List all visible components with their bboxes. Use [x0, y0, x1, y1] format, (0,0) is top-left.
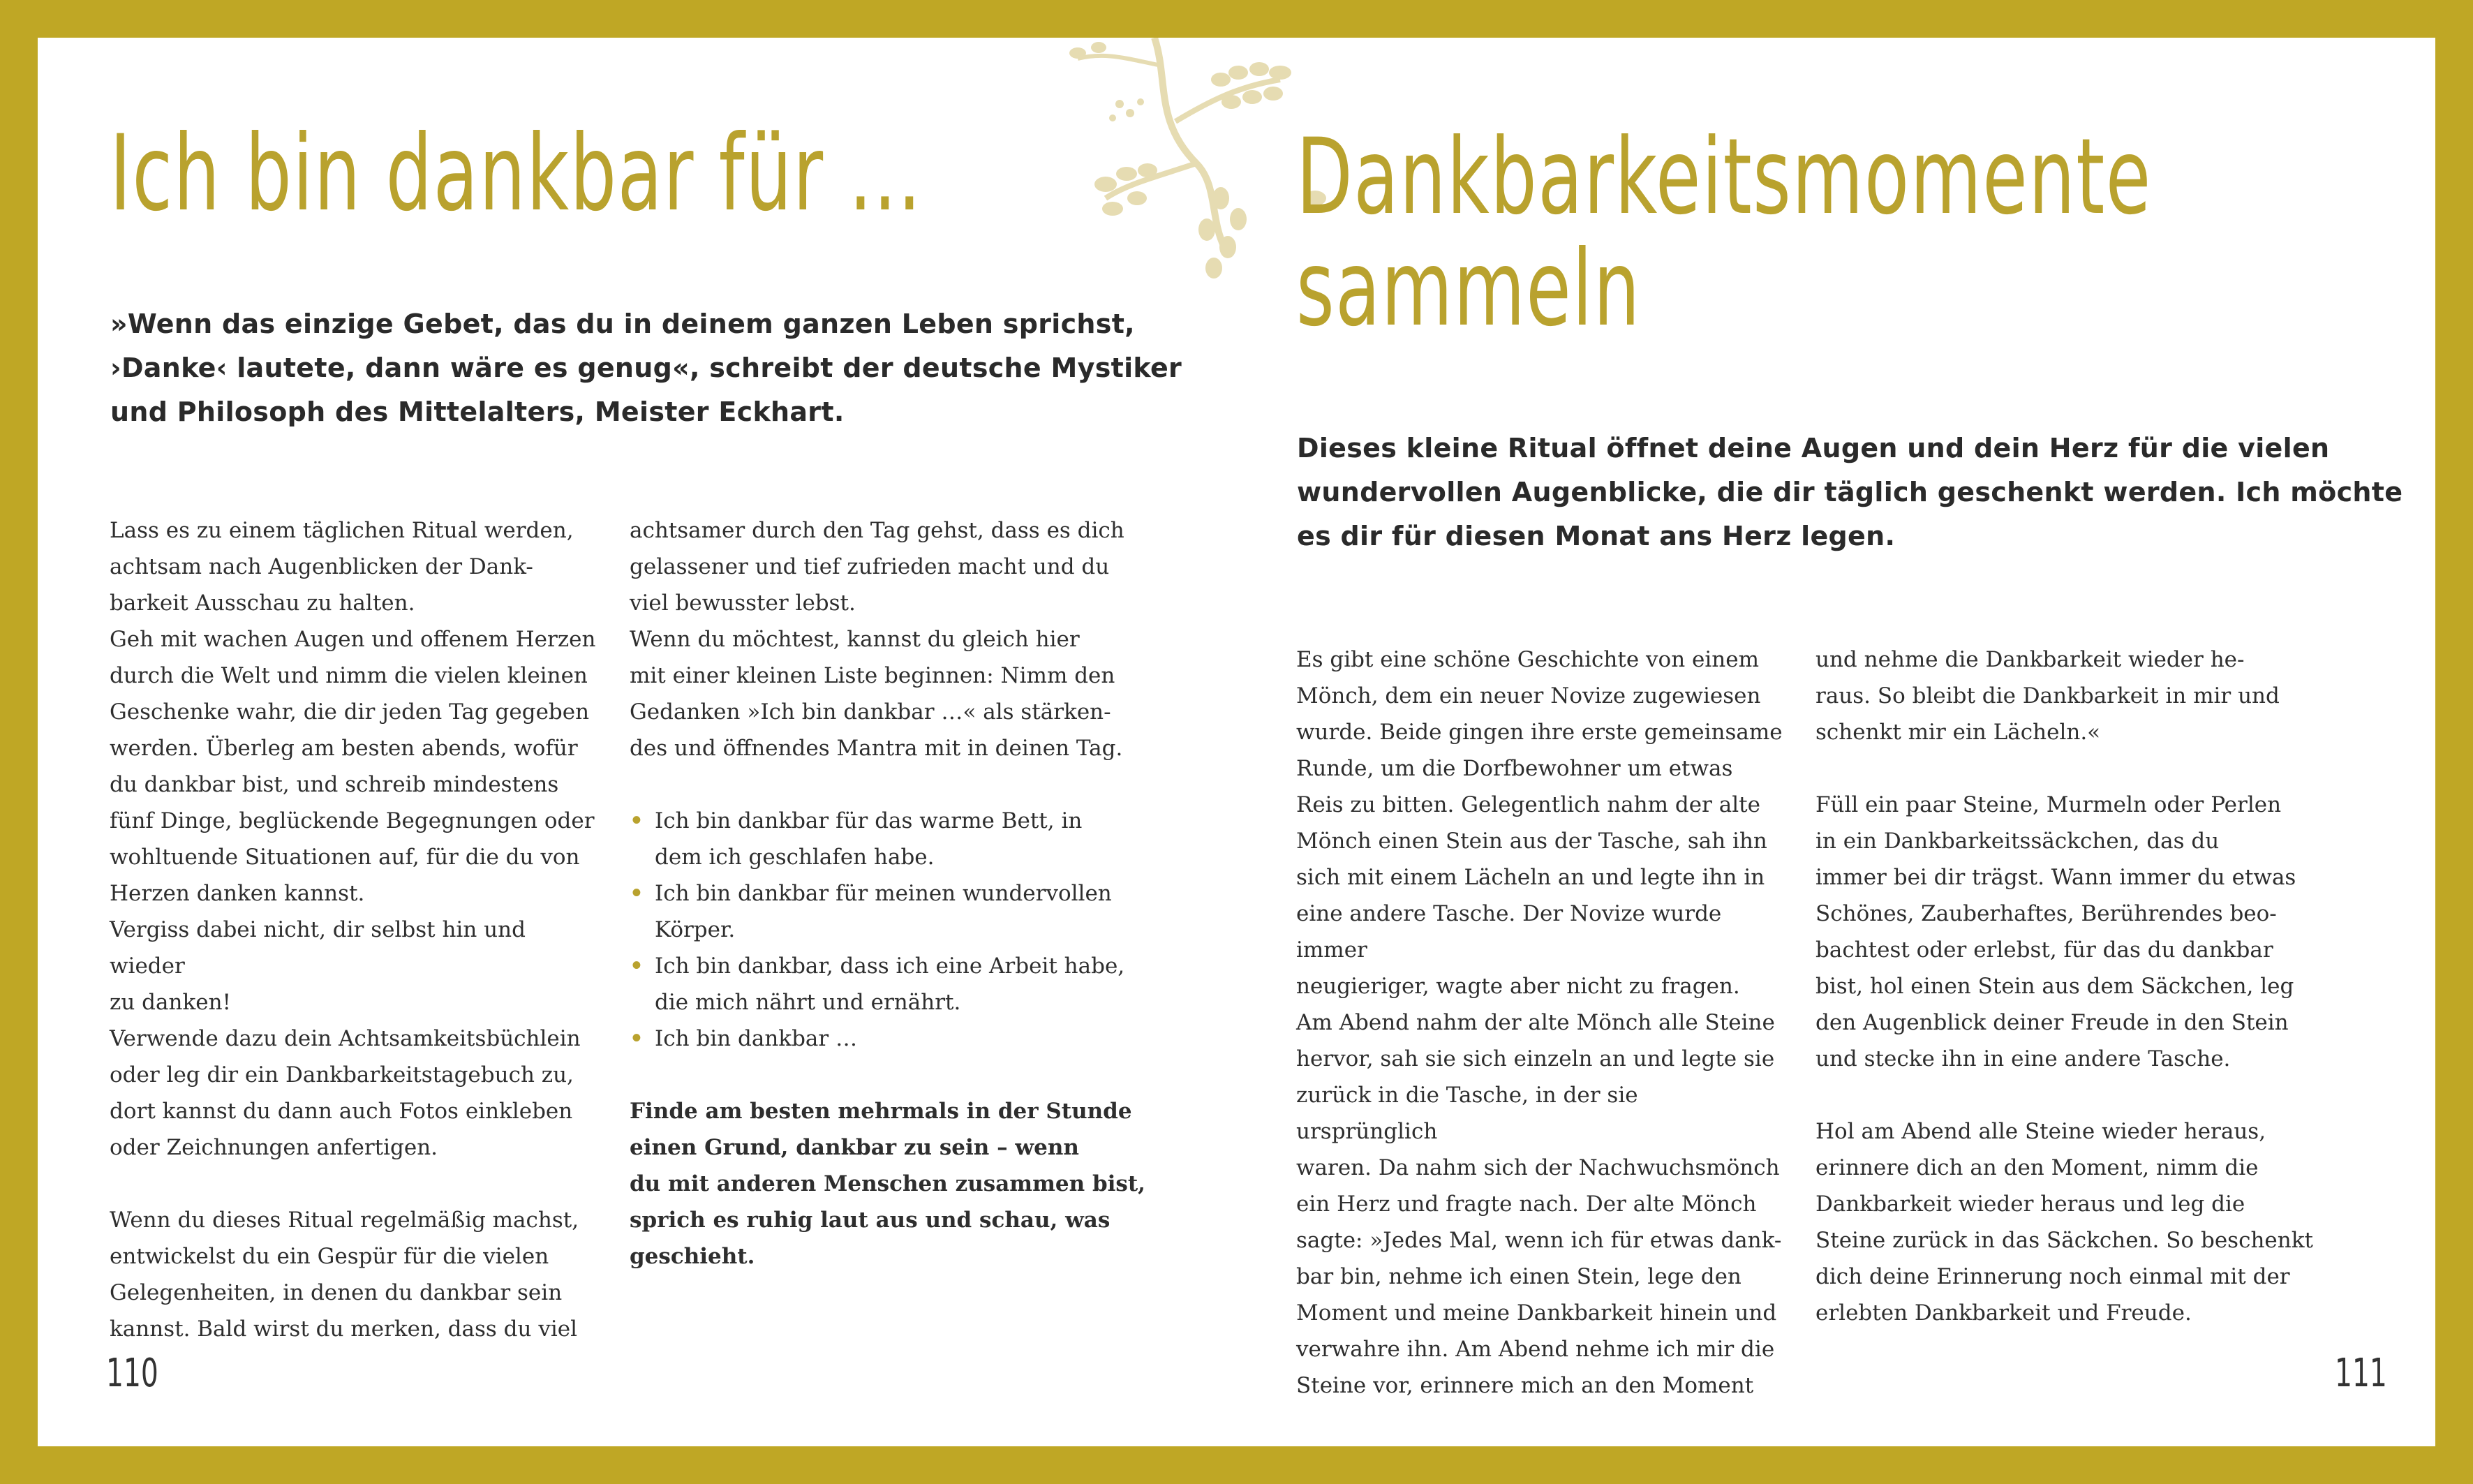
- title-line: sammeln: [1296, 228, 1641, 350]
- bullet-dot-icon: •: [630, 881, 644, 906]
- right-page: [1236, 38, 2435, 1446]
- text-line: sich mit einem Lächeln an und legte ihn in: [1296, 865, 1765, 890]
- page-title: Ich bin dankbar für …: [110, 113, 923, 235]
- text-line: zurück in die Tasche, in der sie ursprünglich: [1296, 1083, 1638, 1144]
- text-line: dich deine Erinnerung noch einmal mit der: [1815, 1264, 2290, 1289]
- text-line: oder Zeichnungen anfertigen.: [110, 1135, 438, 1160]
- list-item-line: Ich bin dankbar für das warme Bett, in: [655, 808, 1083, 833]
- text-line: Mönch einen Stein aus der Tasche, sah ihn: [1296, 829, 1767, 854]
- list-item-line: Ich bin dankbar, dass ich eine Arbeit habe,: [655, 954, 1125, 979]
- text-line: entwickelst du ein Gespür für die vielen: [110, 1244, 549, 1269]
- text-line: schenkt mir ein Lächeln.«: [1815, 720, 2101, 745]
- bullet-dot-icon: •: [630, 954, 644, 979]
- text-line: waren. Da nahm sich der Nachwuchsmönch: [1296, 1155, 1780, 1180]
- text-line: bachtest oder erlebst, für das du dankbar: [1815, 937, 2273, 963]
- text-line: fünf Dinge, beglückende Begegnungen oder: [110, 808, 595, 833]
- list-item: [630, 1021, 1174, 1057]
- text-line: achtsamer durch den Tag gehst, dass es dich: [630, 518, 1124, 543]
- text-column-2: [1815, 641, 2318, 1331]
- text-line: ein Herz und fragte nach. Der alte Mönch: [1296, 1192, 1757, 1217]
- text-line: zu danken!: [110, 990, 231, 1015]
- text-line: barkeit Ausschau zu halten.: [110, 591, 415, 616]
- text-line: eine andere Tasche. Der Novize wurde immer: [1296, 901, 1722, 963]
- text-line: Vergiss dabei nicht, dir selbst hin und wieder: [110, 917, 526, 979]
- text-line: kannst. Bald wirst du merken, dass du viel: [110, 1316, 578, 1342]
- text-line: Hol am Abend alle Steine wieder heraus,: [1815, 1119, 2266, 1144]
- text-line: mit einer kleinen Liste beginnen: Nimm den: [630, 663, 1115, 688]
- text-line: Runde, um die Dorfbewohner um etwas: [1296, 756, 1733, 781]
- text-line: wurde. Beide gingen ihre erste gemeinsame: [1296, 720, 1783, 745]
- text-line: du mit anderen Menschen zusammen bist,: [630, 1171, 1145, 1196]
- page-title: [1296, 117, 2152, 350]
- list-item: [630, 948, 1174, 1021]
- list-item-line: Körper.: [655, 917, 736, 942]
- gratitude-list: [630, 803, 1174, 1057]
- page-number: 110: [106, 1351, 158, 1396]
- text-line: Steine zurück in das Säckchen. So beschenkt: [1815, 1228, 2313, 1253]
- text-line: Schönes, Zauberhaftes, Berührendes beo-: [1815, 901, 2277, 926]
- text-line: bist, hol einen Stein aus dem Säckchen, leg: [1815, 974, 2294, 999]
- text-line: Wenn du möchtest, kannst du gleich hier: [630, 627, 1080, 652]
- left-page: [38, 38, 1236, 1446]
- bullet-dot-icon: •: [630, 808, 644, 833]
- lead-paragraph: Dieses kleine Ritual öffnet deine Augen und dein Herz für die vielen wundervollen Augenblicke, die dir täglich geschenkt werden. Ich möchte es dir für diesen Monat ans Herz legen.: [1297, 433, 2403, 551]
- text-line: Füll ein paar Steine, Murmeln oder Perlen: [1815, 792, 2282, 817]
- book-spread: [38, 38, 2435, 1446]
- text-line: des und öffnendes Mantra mit in deinen Tag.: [630, 736, 1123, 761]
- text-line: sprich es ruhig laut aus und schau, was: [630, 1208, 1111, 1233]
- text-line: Gelegenheiten, in denen du dankbar sein: [110, 1280, 563, 1305]
- text-line: Moment und meine Dankbarkeit hinein und: [1296, 1300, 1777, 1326]
- text-line: Verwende dazu dein Achtsamkeitsbüchlein: [110, 1026, 581, 1051]
- title-line: Dankbarkeitsmomente: [1296, 117, 2152, 238]
- lead-paragraph: »Wenn das einzige Gebet, das du in deinem ganzen Leben sprichst, ›Danke‹ lautete, dann wäre es genug«, schreibt der deutsche Mystiker und Philosoph des Mittelalters, Meister Eckhart.: [110, 309, 1182, 427]
- text-line: Finde am besten mehrmals in der Stunde: [630, 1099, 1132, 1124]
- text-line: dort kannst du dann auch Fotos einkleben: [110, 1099, 573, 1124]
- text-line: hervor, sah sie sich einzeln an und legte sie: [1296, 1046, 1775, 1071]
- text-line: Lass es zu einem täglichen Ritual werden,: [110, 518, 574, 543]
- text-line: Reis zu bitten. Gelegentlich nahm der alte: [1296, 792, 1760, 817]
- text-line: immer bei dir trägst. Wann immer du etwas: [1815, 865, 2296, 890]
- text-line: und nehme die Dankbarkeit wieder he-: [1815, 647, 2245, 672]
- text-line: bar bin, nehme ich einen Stein, lege den: [1296, 1264, 1742, 1289]
- list-item-line: dem ich geschlafen habe.: [655, 845, 935, 870]
- text-line: du dankbar bist, und schreib mindestens: [110, 772, 559, 797]
- text-line: Dankbarkeit wieder heraus und leg die: [1815, 1192, 2245, 1217]
- text-line: Am Abend nahm der alte Mönch alle Steine: [1296, 1010, 1775, 1035]
- list-item-line: Ich bin dankbar …: [655, 1026, 858, 1051]
- text-line: achtsam nach Augenblicken der Dank-: [110, 554, 533, 579]
- text-line: in ein Dankbarkeitssäckchen, das du: [1815, 829, 2220, 854]
- text-line: raus. So bleibt die Dankbarkeit in mir und: [1815, 683, 2280, 708]
- text-line: sagte: »Jedes Mal, wenn ich für etwas dank-: [1296, 1228, 1782, 1253]
- text-line: Geh mit wachen Augen und offenem Herzen: [110, 627, 596, 652]
- text-line: Es gibt eine schöne Geschichte von einem: [1296, 647, 1760, 672]
- text-line: Gedanken »Ich bin dankbar …« als stärken-: [630, 699, 1111, 725]
- list-item: [630, 875, 1174, 948]
- text-column-2: [630, 512, 1174, 1275]
- text-column-1: [1296, 641, 1785, 1404]
- text-line: und stecke ihn in eine andere Tasche.: [1815, 1046, 2231, 1071]
- text-line: werden. Überleg am besten abends, wofür: [110, 736, 578, 761]
- text-line: Geschenke wahr, die dir jeden Tag gegeben: [110, 699, 590, 725]
- text-line: einen Grund, dankbar zu sein – wenn: [630, 1135, 1079, 1160]
- text-line: den Augenblick deiner Freude in den Stein: [1815, 1010, 2289, 1035]
- list-item: [630, 803, 1174, 875]
- text-line: neugieriger, wagte aber nicht zu fragen.: [1296, 974, 1740, 999]
- text-line: durch die Welt und nimm die vielen kleinen: [110, 663, 588, 688]
- text-line: Wenn du dieses Ritual regelmäßig machst,: [110, 1208, 579, 1233]
- text-column-1: [110, 512, 598, 1347]
- text-line: erlebten Dankbarkeit und Freude.: [1815, 1300, 2192, 1326]
- text-line: erinnere dich an den Moment, nimm die: [1815, 1155, 2259, 1180]
- text-line: oder leg dir ein Dankbarkeitstagebuch zu,: [110, 1062, 574, 1088]
- text-line: viel bewusster lebst.: [630, 591, 856, 616]
- text-line: wohltuende Situationen auf, für die du von: [110, 845, 580, 870]
- page-number: 111: [2335, 1351, 2387, 1396]
- text-line: Steine vor, erinnere mich an den Moment: [1296, 1373, 1754, 1398]
- bullet-dot-icon: •: [630, 1026, 644, 1051]
- text-line: verwahre ihn. Am Abend nehme ich mir die: [1296, 1337, 1775, 1362]
- text-line: gelassener und tief zufrieden macht und du: [630, 554, 1110, 579]
- text-line: Herzen danken kannst.: [110, 881, 365, 906]
- list-item-line: Ich bin dankbar für meinen wundervollen: [655, 881, 1112, 906]
- text-line: geschieht.: [630, 1244, 755, 1269]
- text-line: Mönch, dem ein neuer Novize zugewiesen: [1296, 683, 1761, 708]
- list-item-line: die mich nährt und ernährt.: [655, 990, 961, 1015]
